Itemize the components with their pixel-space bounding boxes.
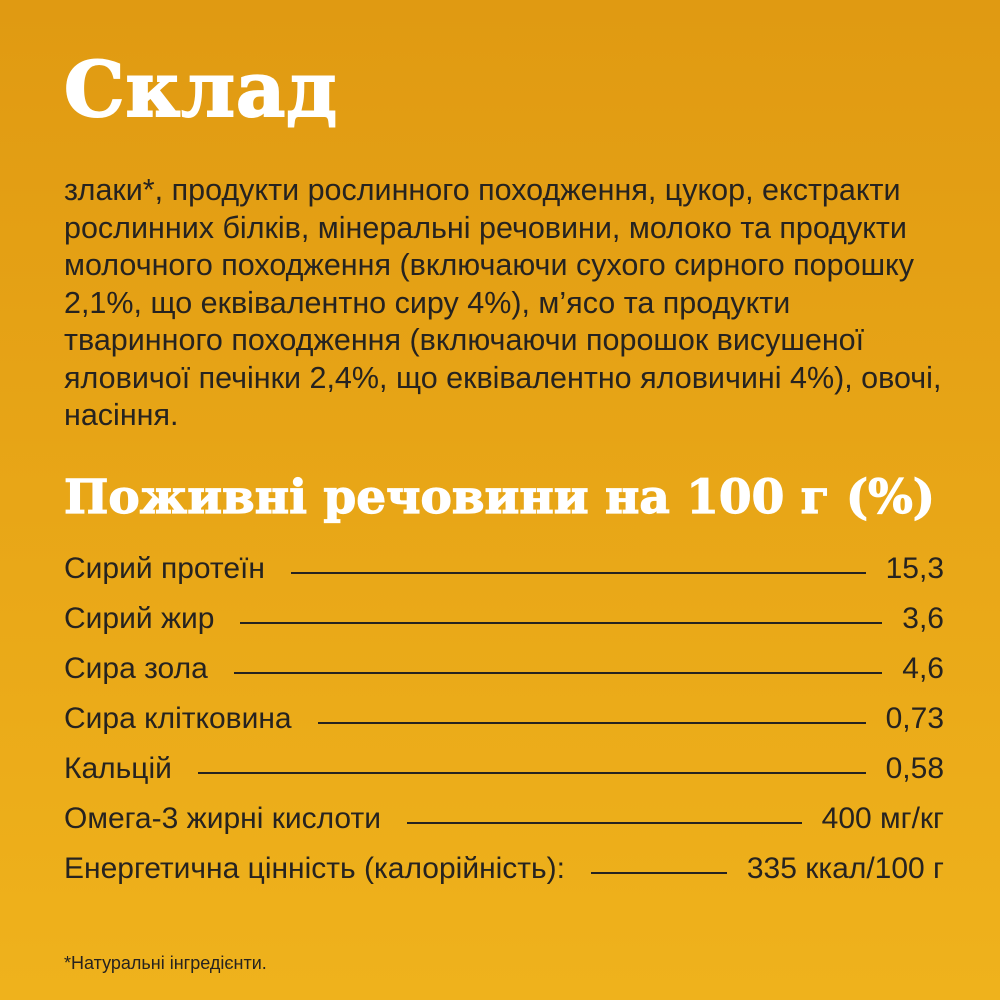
nutrient-name: Сирий протеїн — [64, 552, 265, 585]
nutrient-row-crude-fat — [64, 602, 944, 652]
leader-line — [234, 672, 883, 674]
leader-line — [291, 572, 866, 574]
nutrient-value: 3,6 — [902, 602, 944, 635]
leader-line — [240, 622, 882, 624]
nutrient-value: 4,6 — [902, 652, 944, 685]
nutrient-row-omega-3 — [64, 802, 944, 852]
nutrient-name: Омега-3 жирні кислоти — [64, 802, 381, 835]
nutrients-title: Поживні речовини на 100 г (%) — [64, 470, 935, 525]
footnote: *Натуральні інгредієнти. — [64, 953, 267, 973]
nutrient-row-crude-protein — [64, 552, 944, 602]
nutrient-row-crude-ash — [64, 652, 944, 702]
nutrient-value: 0,73 — [885, 702, 944, 735]
composition-text: злаки*, продукти рослинного походження, цукор, екстракти рослинних білків, мінеральні речовини, молоко та продукти молочного походження (включаючи сухого сирного порошку 2,1%, що еквівалентно сиру 4%), м’ясо та продукти тваринного походження (включаючи порошок висушеної яловичої печінки 2,4%, що еквівалентно яловичині 4%), овочі, насіння. — [64, 173, 942, 432]
nutrient-name: Сира клітковина — [64, 702, 292, 735]
nutrient-row-calcium — [64, 752, 944, 802]
nutrients-list — [64, 552, 944, 902]
leader-line — [591, 872, 727, 874]
nutrient-row-energy — [64, 852, 944, 902]
nutrient-value: 335 ккал/100 г — [746, 852, 944, 885]
nutrient-value: 15,3 — [885, 552, 944, 585]
leader-line — [318, 722, 866, 724]
nutrient-name: Кальцій — [64, 752, 172, 785]
composition-title: Склад — [64, 45, 338, 134]
nutrient-name: Сира зола — [64, 652, 208, 685]
leader-line — [198, 772, 866, 774]
nutrient-row-crude-fiber — [64, 702, 944, 752]
leader-line — [407, 822, 802, 824]
nutrient-name: Сирий жир — [64, 602, 215, 635]
nutrient-value: 400 мг/кг — [821, 802, 944, 835]
nutrient-value: 0,58 — [885, 752, 944, 785]
nutrient-name: Енергетична цінність (калорійність): — [64, 852, 566, 885]
